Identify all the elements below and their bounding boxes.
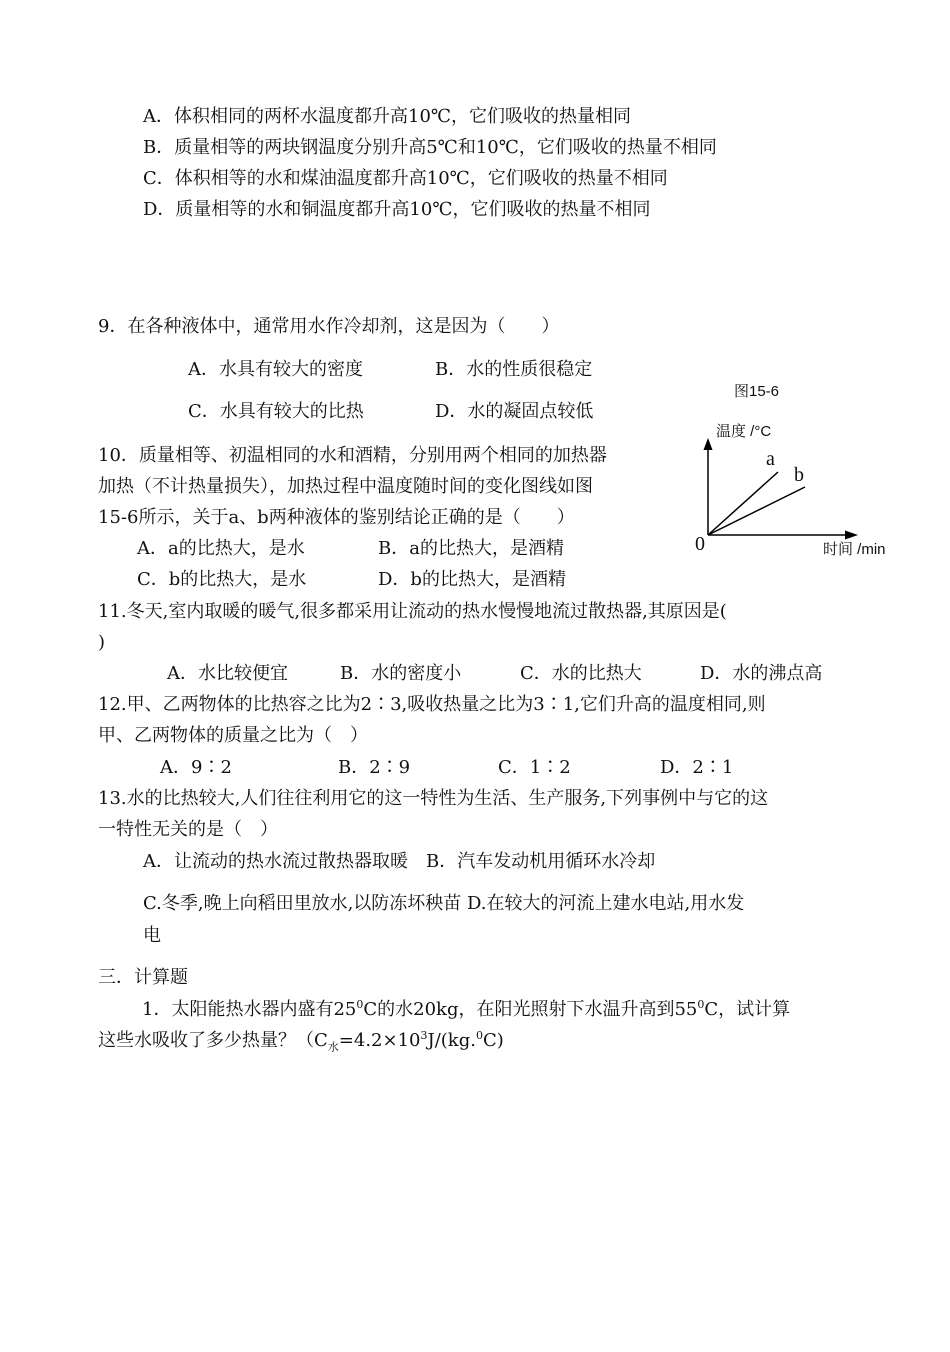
origin-label: 0 — [695, 533, 705, 555]
q10-stem-line3: 15-6所示，关于a、b两种液体的鉴别结论正确的是（ ） — [98, 507, 575, 528]
q8-option-a: A．体积相同的两杯水温度都升高10℃，它们吸收的热量相同 — [143, 106, 632, 127]
q9-stem: 9．在各种液体中，通常用水作冷却剂，这是因为（ ） — [98, 316, 560, 337]
q10-option-c: C．b的比热大，是水 — [137, 569, 307, 590]
q8-option-c: C．体积相等的水和煤油温度都升高10℃，它们吸收的热量不相同 — [143, 168, 668, 189]
line-a — [708, 472, 778, 535]
q12-option-d: D．2∶1 — [660, 757, 734, 778]
line-b-label: b — [794, 464, 804, 486]
y-axis-arrow — [704, 438, 713, 450]
q13-stem-line1: 13.水的比热较大,人们往往利用它的这一特性为生活、生产服务,下列事例中与它的这 — [98, 788, 769, 809]
q12-stem-line1: 12.甲、乙两物体的比热容之比为2∶3,吸收热量之比为3∶1,它们升高的温度相同,则 — [98, 694, 766, 715]
q11-option-c: C．水的比热大 — [520, 663, 642, 684]
q12-option-b: B．2∶9 — [338, 757, 411, 778]
q9-option-c: C．水具有较大的比热 — [188, 401, 364, 422]
q12-stem-line2: 甲、乙两物体的质量之比为（ ） — [98, 725, 368, 746]
calc-problem-1-line2: 这些水吸收了多少热量？（$C_水=4.2\times 10^3J/(kg.^0C)$ — [98, 1029, 504, 1054]
q11-option-a: A．水比较便宜 — [167, 663, 288, 684]
q9-option-d: D．水的凝固点较低 — [435, 401, 594, 422]
q11-stem-line1: 11.冬天,室内取暖的暖气,很多都采用让流动的热水慢慢地流过散热器,其原因是( — [98, 601, 727, 622]
q11-option-b: B．水的密度小 — [340, 663, 462, 684]
q13-options-cd-wrap: 电 — [143, 925, 161, 946]
q10-option-b: B．a的比热大，是酒精 — [378, 538, 564, 559]
q10-option-d: D．b的比热大，是酒精 — [378, 569, 566, 590]
line-b — [708, 487, 805, 535]
q10-stem-line2: 加热（不计热量损失），加热过程中温度随时间的变化图线如图 — [98, 476, 593, 497]
q11-stem-line2: ) — [98, 632, 106, 653]
y-axis-label: 温度 /°C — [716, 423, 772, 440]
q8-option-d: D．质量相等的水和铜温度都升高10℃，它们吸收的热量不相同 — [143, 199, 651, 220]
figure-15-6 — [690, 380, 910, 570]
q11-option-d: D．水的沸点高 — [700, 663, 823, 684]
q12-option-c: C．1∶2 — [498, 757, 571, 778]
q13-options-ab: A．让流动的热水流过散热器取暖 B．汽车发动机用循环水冷却 — [143, 851, 656, 872]
q13-options-cd: C.冬季,晚上向稻田里放水,以防冻坏秧苗 D.在较大的河流上建水电站,用水发 — [143, 893, 745, 914]
x-axis-label: 时间 /min — [823, 541, 886, 558]
q13-stem-line2: 一特性无关的是（ ） — [98, 819, 278, 840]
q9-option-a: A．水具有较大的密度 — [188, 359, 363, 380]
q8-option-b: B．质量相等的两块钢温度分别升高5℃和10℃，它们吸收的热量不相同 — [143, 137, 717, 158]
q12-option-a: A．9∶2 — [160, 757, 232, 778]
q10-option-a: A．a的比热大，是水 — [137, 538, 305, 559]
line-a-label: a — [766, 448, 775, 470]
q10-stem-line1: 10．质量相等、初温相同的水和酒精，分别用两个相同的加热器 — [98, 445, 607, 466]
calc-problem-1-line1: 1．太阳能热水器内盛有$25^0C$的水20kg，在阳光照射下水温升高到$55^0C$，试计算 — [124, 998, 791, 1020]
figure-caption: 图15-6 — [734, 383, 780, 400]
section-3-heading: 三．计算题 — [98, 967, 188, 988]
q9-option-b: B．水的性质很稳定 — [435, 359, 593, 380]
